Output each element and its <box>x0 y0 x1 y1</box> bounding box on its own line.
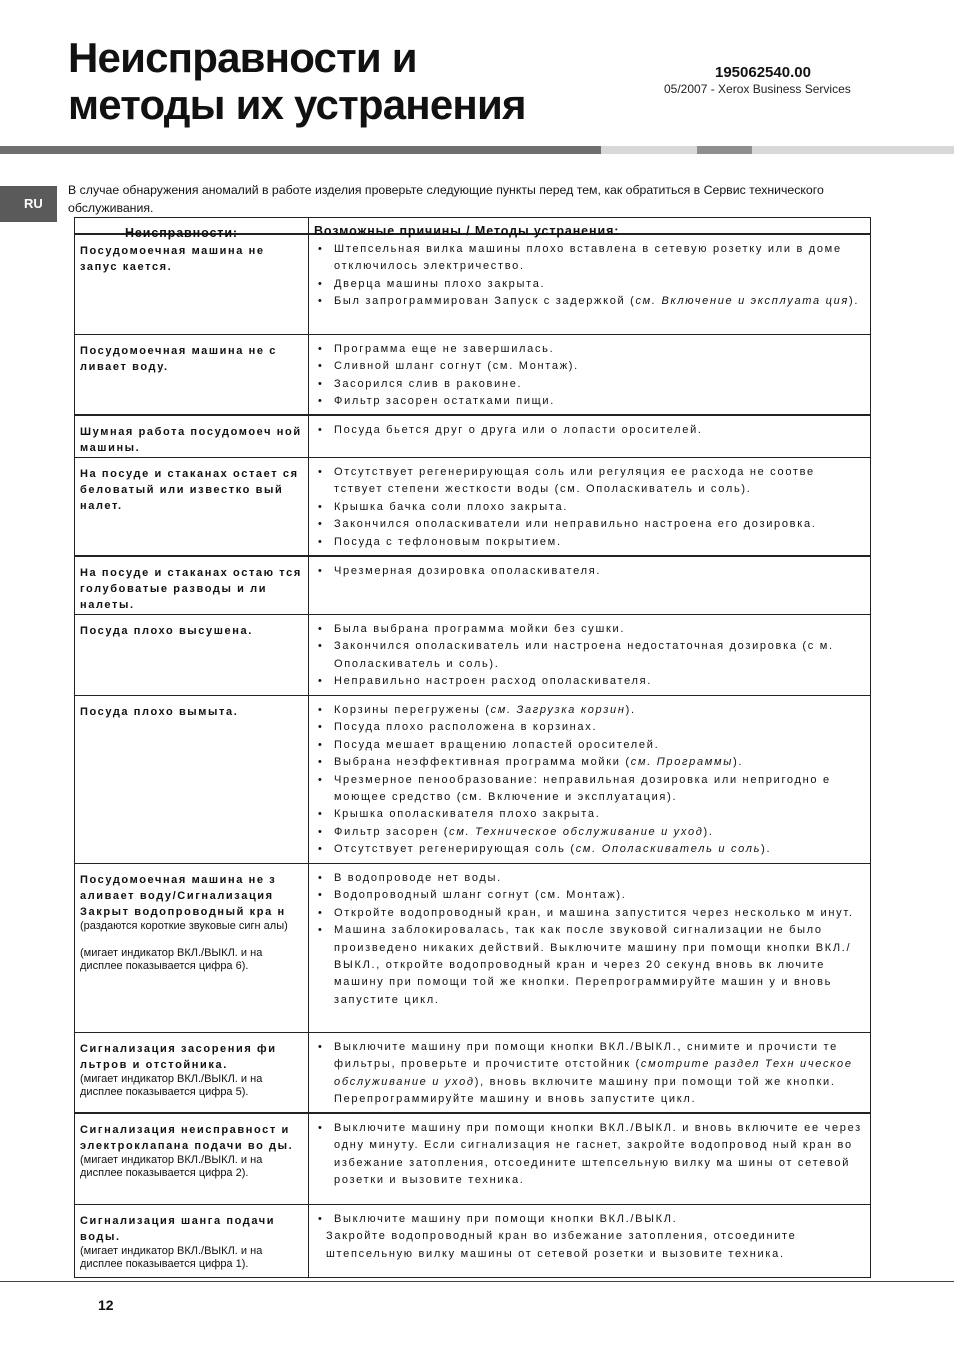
cause-item: • Посуда плохо расположена в корзинах. <box>314 719 862 736</box>
intro-text: В случае обнаружения аномалий в работе изделия проверьте следующие пункты перед тем, как обратиться в Сервис технического обслуживания. <box>68 183 824 215</box>
cause-item: • Выбрана неэффективная программа мойки (см. Программы). <box>314 754 862 771</box>
symptom-cell: На посуде и стаканах остает ся беловатый или известко вый налет. <box>80 468 299 512</box>
page-title-line-1: Неисправности и <box>68 34 417 81</box>
header-rule-mid <box>697 146 752 154</box>
cause-item: • Была выбрана программа мойки без сушки. <box>314 621 862 638</box>
cause-item: • Выключите машину при помощи кнопки ВКЛ./ВЫКЛ. и вновь включите ее через одну минуту. Если сигнализация не гаснет, закройте водопровод ный кран во избежание затопления, отсоедините штепсельную вилку ма шины от сетевой розетки и вызовите техника. <box>314 1120 862 1190</box>
symptom-note: (мигает индикатор ВКЛ./ВЫКЛ. и на дисплее показывается цифра 2). <box>80 1154 263 1179</box>
symptom-note: (мигает индикатор ВКЛ./ВЫКЛ. и на дисплее показывается цифра 1). <box>80 1245 263 1270</box>
cause-item: • Закончился ополаскиватели или неправильно настроена его дозировка. <box>314 516 862 533</box>
cause-item: • Сливной шланг согнут (см. Монтаж). <box>314 358 862 375</box>
cause-item: • Фильтр засорен остатками пищи. <box>314 393 862 410</box>
table-row <box>75 457 870 555</box>
cause-item: • Выключите машину при помощи кнопки ВКЛ./ВЫКЛ. <box>314 1211 862 1228</box>
page-title-line-2: методы их устранения <box>68 81 526 128</box>
symptom-cell: Шумная работа посудомоеч ной машины. <box>80 426 302 454</box>
cause-item: • Дверца машины плохо закрыта. <box>314 276 862 293</box>
symptom-note: (раздаются короткие звуковые сигн алы) <box>80 920 288 932</box>
page-number: 12 <box>98 1297 114 1313</box>
table-row <box>75 695 870 863</box>
table-row <box>75 234 870 334</box>
cause-item: • Посуда мешает вращению лопастей оросителей. <box>314 737 862 754</box>
language-tab: RU <box>0 186 57 222</box>
cause-item: • Корзины перегружены (см. Загрузка корзин). <box>314 702 862 719</box>
cause-item: • Чрезмерное пенообразование: неправильная дозировка или непригодно е моющее средство (см. Включение и эксплуатация). <box>314 772 862 807</box>
column-header-faults: Неисправности: <box>75 218 309 233</box>
symptom-cell: Посуда плохо высушена. <box>80 625 253 637</box>
document-number: 195062540.00 <box>715 64 811 81</box>
footer-rule <box>0 1281 954 1282</box>
table-header <box>75 218 870 240</box>
cause-item: • Засорился слив в раковине. <box>314 376 862 393</box>
cause-item: • Был запрограммирован Запуск с задержкой (см. Включение и эксплуата ция). <box>314 293 862 310</box>
cause-item: Закройте водопроводный кран во избежание затопления, отсоедините штепсельную вилку машины от сетевой розетки и вызовите техника. <box>326 1230 797 1260</box>
document-info: 05/2007 - Xerox Business Services <box>664 82 851 96</box>
table-row <box>75 334 870 414</box>
cause-item: • Машина заблокировалась, так как после звуковой сигнализации не было произведено никаких действий. Выключите машину при помощи кнопки ВКЛ./ВЫКЛ., откройте водопроводный кран и через 20 секунд вновь вк лючите машину при помощи той же кнопки. Перепрограммируйте машин у и вновь запустите цикл. <box>314 922 862 1009</box>
cause-item: • Отсутствует регенерирующая соль или регуляция ее расхода не соотве тствует степени жесткости воды (см. Ополаскиватель и соль). <box>314 464 862 499</box>
cause-item: • Штепсельная вилка машины плохо вставлена в сетевую розетку или в доме отключилось электричество. <box>314 241 862 276</box>
cause-item: • Чрезмерная дозировка ополаскивателя. <box>314 563 862 580</box>
symptom-note: (мигает индикатор ВКЛ./ВЫКЛ. и на дисплее показывается цифра 6). <box>80 947 263 972</box>
cause-item: • Откройте водопроводный кран, и машина запустится через несколько м инут. <box>314 905 862 922</box>
table-row <box>75 863 870 1032</box>
symptom-cell: Сигнализация неисправност и электроклапана подачи во ды. <box>80 1124 294 1152</box>
symptom-cell: На посуде и стаканах остаю тся голубоватые разводы и ли налеты. <box>80 567 302 611</box>
symptom-cell: Посудомоечная машина не с ливает воду. <box>80 345 277 373</box>
symptom-cell: Посудомоечная машина не з аливает воду/Сигнализация Закрыт водопроводный кра н <box>80 874 286 918</box>
cause-item: • Фильтр засорен (см. Техническое обслуживание и уход). <box>314 824 862 841</box>
table-row <box>75 1112 870 1204</box>
header-rule-light <box>601 146 697 154</box>
table-row <box>75 1204 870 1277</box>
table-row <box>75 414 870 457</box>
symptom-note: (мигает индикатор ВКЛ./ВЫКЛ. и на дисплее показывается цифра 5). <box>80 1073 263 1098</box>
cause-item: • Отсутствует регенерирующая соль (см. Ополаскиватель и соль). <box>314 841 862 858</box>
page-title <box>68 34 668 128</box>
cause-item: • Закончился ополаскиватель или настроена недостаточная дозировка (с м. Ополаскиватель и соль). <box>314 638 862 673</box>
table-row <box>75 1032 870 1112</box>
troubleshooting-table <box>74 217 871 1278</box>
cause-item: • Посуда с тефлоновым покрытием. <box>314 534 862 551</box>
table-row <box>75 555 870 614</box>
symptom-cell: Сигнализация шанга подачи воды. <box>80 1215 276 1243</box>
cause-item: • Водопроводный шланг согнут (см. Монтаж). <box>314 887 862 904</box>
symptom-cell: Сигнализация засорения фи льтров и отстойника. <box>80 1043 277 1071</box>
symptom-cell: Посуда плохо вымыта. <box>80 706 239 718</box>
cause-item: • Крышка бачка соли плохо закрыта. <box>314 499 862 516</box>
table-row <box>75 614 870 695</box>
cause-item: • Программа еще не завершилась. <box>314 341 862 358</box>
cause-item: • Крышка ополаскивателя плохо закрыта. <box>314 806 862 823</box>
cause-item: • В водопроводе нет воды. <box>314 870 862 887</box>
column-header-causes: Возможные причины / Методы устранения: <box>314 224 620 238</box>
header-rule-light-end <box>752 146 954 154</box>
cause-item: • Выключите машину при помощи кнопки ВКЛ./ВЫКЛ., снимите и прочисти те фильтры, проверьте и прочистите отстойник (смотрите раздел Техн ическое обслуживание и уход), вновь включите машину при помощи той же кнопки. Перепрограммируйте машину и вновь запустите цикл. <box>314 1039 862 1109</box>
header-rule-dark <box>0 146 601 154</box>
cause-item: • Посуда бьется друг о друга или о лопасти оросителей. <box>314 422 862 439</box>
symptom-cell: Посудомоечная машина не запус кается. <box>80 245 265 273</box>
cause-item: • Неправильно настроен расход ополаскивателя. <box>314 673 862 690</box>
